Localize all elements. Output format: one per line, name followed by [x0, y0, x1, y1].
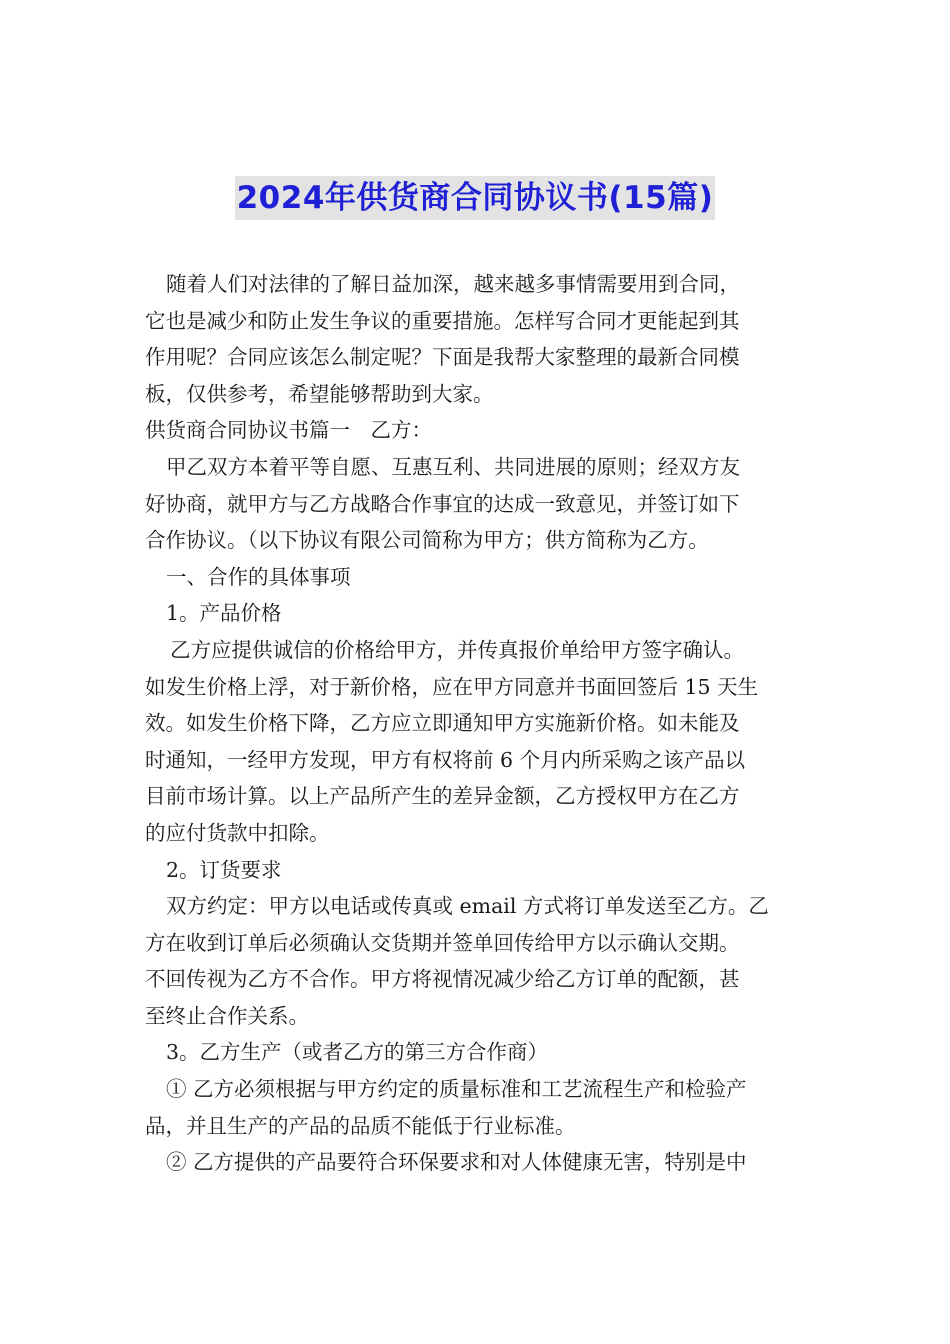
paragraph-line: 作用呢？合同应该怎么制定呢？下面是我帮大家整理的最新合同模 — [145, 345, 740, 370]
document-body — [145, 266, 813, 1181]
clause-subheading: 1。产品价格 — [166, 601, 282, 626]
paragraph-line: 板，仅供参考，希望能够帮助到大家。 — [145, 381, 494, 406]
paragraph-line: 不回传视为乙方不合作。甲方将视情况减少给乙方订单的配额，甚 — [145, 967, 740, 992]
paragraph-line: 方在收到订单后必须确认交货期并签单回传给甲方以示确认交期。 — [145, 930, 740, 955]
paragraph-line: 双方约定：甲方以电话或传真或 email 方式将订单发送至乙方。乙 — [166, 894, 769, 919]
paragraph-line: 好协商，就甲方与乙方战略合作事宜的达成一致意见，并签订如下 — [145, 491, 740, 516]
paragraph-line: 品，并且生产的产品的品质不能低于行业标准。 — [145, 1113, 576, 1138]
paragraph-line: 如发生价格上浮，对于新价格，应在甲方同意并书面回签后 15 天生 — [145, 674, 759, 699]
paragraph-line: 时通知，一经甲方发现，甲方有权将前 6 个月内所采购之该产品以 — [145, 747, 746, 772]
section-heading: 供货商合同协议书篇一 乙方： — [145, 418, 432, 443]
paragraph-line: 的应付货款中扣除。 — [145, 820, 330, 845]
clause-subheading: 2。订货要求 — [166, 857, 282, 882]
document-title: 2024年供货商合同协议书(15篇) — [235, 176, 716, 220]
paragraph-line: 它也是减少和防止发生争议的重要措施。怎样写合同才更能起到其 — [145, 308, 740, 333]
list-item: ① 乙方必须根据与甲方约定的质量标准和工艺流程生产和检验产 — [166, 1077, 747, 1102]
clause-heading: 一、合作的具体事项 — [166, 564, 351, 589]
paragraph-line: 随着人们对法律的了解日益加深，越来越多事情需要用到合同， — [166, 272, 740, 296]
paragraph-line: 至终止合作关系。 — [145, 1003, 309, 1028]
title-container — [0, 176, 950, 220]
list-item: ② 乙方提供的产品要符合环保要求和对人体健康无害，特别是中 — [166, 1150, 747, 1175]
paragraph-line: 效。如发生价格下降，乙方应立即通知甲方实施新价格。如未能及 — [145, 711, 740, 736]
paragraph-line: 目前市场计算。以上产品所产生的差异金额，乙方授权甲方在乙方 — [145, 784, 740, 809]
clause-subheading: 3。乙方生产（或者乙方的第三方合作商） — [166, 1040, 549, 1065]
paragraph-line: 乙方应提供诚信的价格给甲方，并传真报价单给甲方签字确认。 — [170, 637, 744, 662]
paragraph-line: 合作协议。（以下协议有限公司简称为甲方；供方简称为乙方。 — [145, 528, 709, 553]
paragraph-line: 甲乙双方本着平等自愿、互惠互利、共同进展的原则；经双方友 — [166, 454, 740, 479]
